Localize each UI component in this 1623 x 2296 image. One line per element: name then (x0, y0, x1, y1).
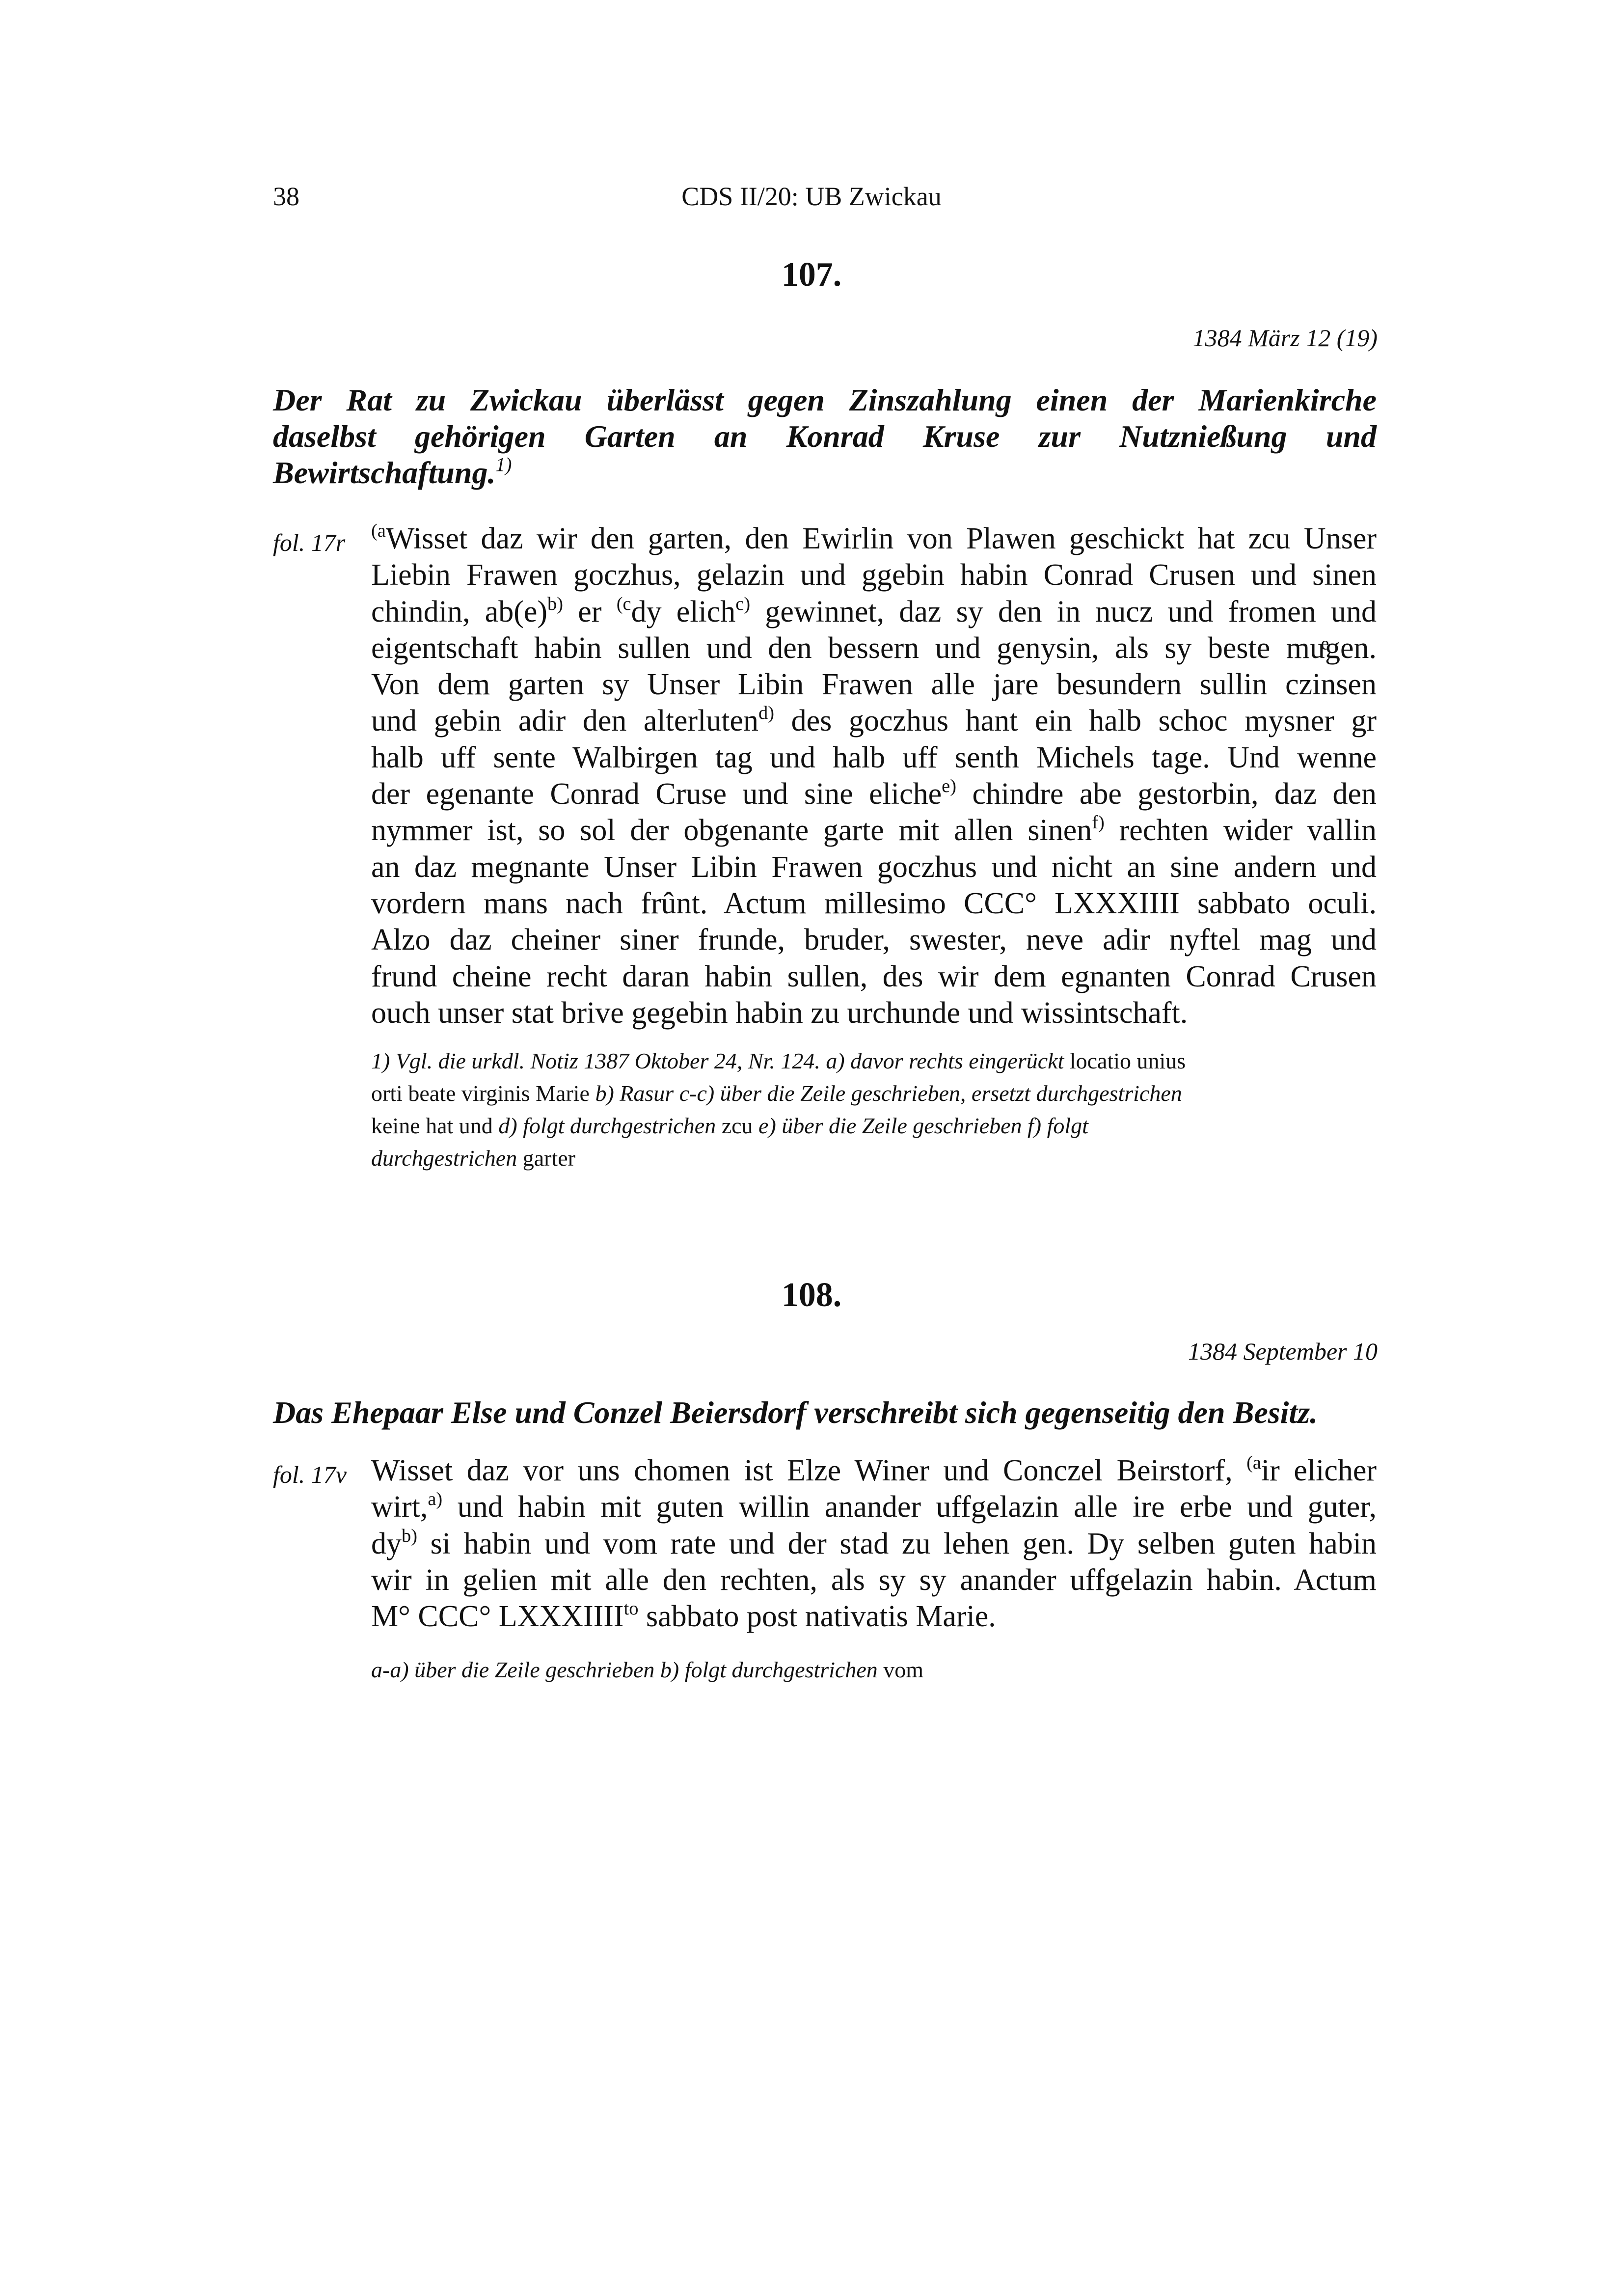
text-line (371, 1526, 1377, 1562)
document-number-108: 108. (781, 1276, 842, 1314)
apparatus-segment: b) Rasur c-c) über die Zeile geschrieben, ersetzt durchgestrichen (595, 1081, 1182, 1106)
page-number: 38 (273, 182, 299, 211)
apparatus-segment: vom (877, 1657, 924, 1682)
text-segment: gewinnet, daz sy den in nucz und fromen und (750, 595, 1377, 629)
text-segment: chindre abe gestorbin, daz den (956, 777, 1377, 811)
regest-line: daselbst gehörigen Garten an Konrad Kruse zur Nutznießung und (273, 419, 1377, 454)
regest-107 (273, 382, 1377, 491)
text-segment: Liebin Frawen goczhus, gelazin und ggebin habin Conrad Crusen und sinen (371, 558, 1377, 592)
apparatus-segment: garter (517, 1146, 575, 1171)
text-line (371, 594, 1377, 630)
text-line (371, 776, 1377, 812)
apparatus-marker: b) (547, 593, 564, 614)
text-line (371, 666, 1377, 703)
apparatus-segment: zcu (716, 1113, 759, 1138)
text-segment: dy (371, 1527, 402, 1560)
text-segment: er (563, 595, 617, 629)
text-line (371, 1562, 1377, 1598)
text-segment: der egenante Conrad Cruse und sine eliche (371, 777, 942, 811)
text-line (371, 958, 1377, 995)
text-line (371, 812, 1377, 848)
text-segment: halb uff sente Walbirgen tag und halb uff senth Michels tage. Und wenne (371, 740, 1377, 774)
folio-reference-107: fol. 17r (273, 529, 346, 556)
text-segment: nymmer ist, so sol der obgenante garte mit allen sinen (371, 814, 1092, 847)
text-segment: frund cheine recht daran habin sullen, des wir dem egnanten Conrad Crusen (371, 959, 1377, 993)
text-line (371, 922, 1377, 958)
apparatus-marker: to (623, 1598, 639, 1619)
regest-line: Das Ehepaar Else und Conzel Beiersdorf verschreibt sich gegenseitig den Besitz. (273, 1395, 1318, 1430)
apparatus-line (371, 1654, 1377, 1686)
text-segment: und gebin adir den alterluten (371, 704, 759, 738)
running-head: CDS II/20: UB Zwickau (681, 182, 942, 211)
apparatus-line (371, 1142, 1377, 1175)
regest-line-text: Bewirtschaftung. (273, 455, 496, 490)
apparatus-segment: d) folgt durchgestrichen (498, 1113, 716, 1138)
text-segment: und habin mit guten willin anander uffgelazin alle ire erbe und guter, (442, 1490, 1377, 1524)
apparatus-marker: a) (428, 1489, 443, 1510)
text-segment: des goczhus hant ein halb schoc mysner gr (774, 704, 1377, 738)
text-segment: dy elich (631, 595, 736, 629)
regest-line (273, 455, 1377, 491)
text-segment: ir elicher (1261, 1454, 1377, 1487)
text-segment: ouch unser stat brive gegebin habin zu urchunde und wissintschaft. (371, 996, 1188, 1030)
apparatus-marker: e) (942, 776, 957, 797)
text-segment: vordern mans nach frûnt. Actum millesimo CCC° LXXXIIII sabbato oculi. (371, 886, 1377, 920)
critical-apparatus-107 (371, 1045, 1377, 1175)
apparatus-segment: durchgestrichen (371, 1146, 517, 1171)
apparatus-segment: keine hat und (371, 1113, 499, 1138)
text-segment: sabbato post nativatis Marie. (638, 1600, 996, 1634)
folio-reference-108: fol. 17v (273, 1461, 347, 1488)
apparatus-segment: locatio unius (1064, 1048, 1186, 1073)
apparatus-segment: e) über die Zeile geschrieben f) folgt (758, 1113, 1088, 1138)
text-line (371, 885, 1377, 922)
apparatus-marker: (c (616, 593, 631, 614)
text-line (371, 703, 1377, 739)
footnote-marker: 1) (495, 454, 512, 476)
text-line (371, 1489, 1377, 1525)
text-line (371, 1598, 1377, 1635)
text-line (371, 849, 1377, 885)
text-line (371, 739, 1377, 776)
text-line (371, 520, 1377, 557)
apparatus-segment: a-a) über die Zeile geschrieben b) folgt durchgestrichen (371, 1657, 878, 1682)
apparatus-marker: d) (758, 703, 775, 724)
apparatus-marker: (a (1246, 1452, 1261, 1474)
text-line (371, 995, 1377, 1031)
apparatus-marker: b) (402, 1525, 418, 1546)
apparatus-line (371, 1110, 1377, 1142)
apparatus-line (371, 1077, 1377, 1110)
document-number-107: 107. (781, 256, 842, 294)
document-date-108: 1384 September 10 (1188, 1338, 1378, 1365)
document-date-107: 1384 März 12 (19) (1192, 324, 1378, 352)
text-segment: Wisset daz wir den garten, den Ewirlin von Plawen geschickt hat zcu Unser (385, 522, 1377, 555)
text-segment: Von dem garten sy Unser Libin Frawen alle jare besundern sullin czinsen (371, 668, 1377, 702)
regest-108 (273, 1394, 1377, 1431)
text-line (371, 1452, 1377, 1489)
text-segment: an daz megnante Unser Libin Frawen goczhus und nicht an sine andern und (371, 850, 1377, 884)
text-segment: Alzo daz cheiner siner frunde, bruder, swester, neve adir nyftel mag und (371, 923, 1377, 957)
text-segment: wir in gelien mit alle den rechten, als sy sy anander uffgelazin habin. Actum (371, 1563, 1377, 1597)
text-segment: rechten wider vallin (1104, 814, 1377, 847)
apparatus-segment: orti beate virginis Marie (371, 1081, 595, 1106)
text-segment: si habin und vom rate und der stad zu lehen gen. Dy selben guten habin (417, 1527, 1377, 1560)
text-line (371, 557, 1377, 593)
text-line (371, 630, 1377, 666)
text-segment: chindin, ab(e) (371, 595, 548, 629)
apparatus-marker: c) (735, 593, 751, 614)
text-segment: M° CCC° LXXXIIII (371, 1600, 624, 1634)
text-segment: wirt, (371, 1490, 428, 1524)
document-text-108 (371, 1452, 1377, 1635)
apparatus-marker: (a (371, 520, 386, 542)
critical-apparatus-108 (371, 1654, 1377, 1686)
apparatus-line (371, 1045, 1377, 1077)
text-segment: Wisset daz vor uns chomen ist Elze Winer und Conczel Beirstorf, (371, 1454, 1247, 1487)
text-segment: eigentschaft habin sullen und den bessern und genysin, als sy beste muͤgen. (371, 631, 1377, 665)
apparatus-segment: 1) Vgl. die urkdl. Notiz 1387 Oktober 24, Nr. 124. a) davor rechts eingerückt (371, 1048, 1064, 1073)
document-text-107 (371, 520, 1377, 1031)
regest-line: Der Rat zu Zwickau überlässt gegen Zinszahlung einen der Marienkirche (273, 383, 1377, 417)
apparatus-marker: f) (1092, 812, 1105, 833)
